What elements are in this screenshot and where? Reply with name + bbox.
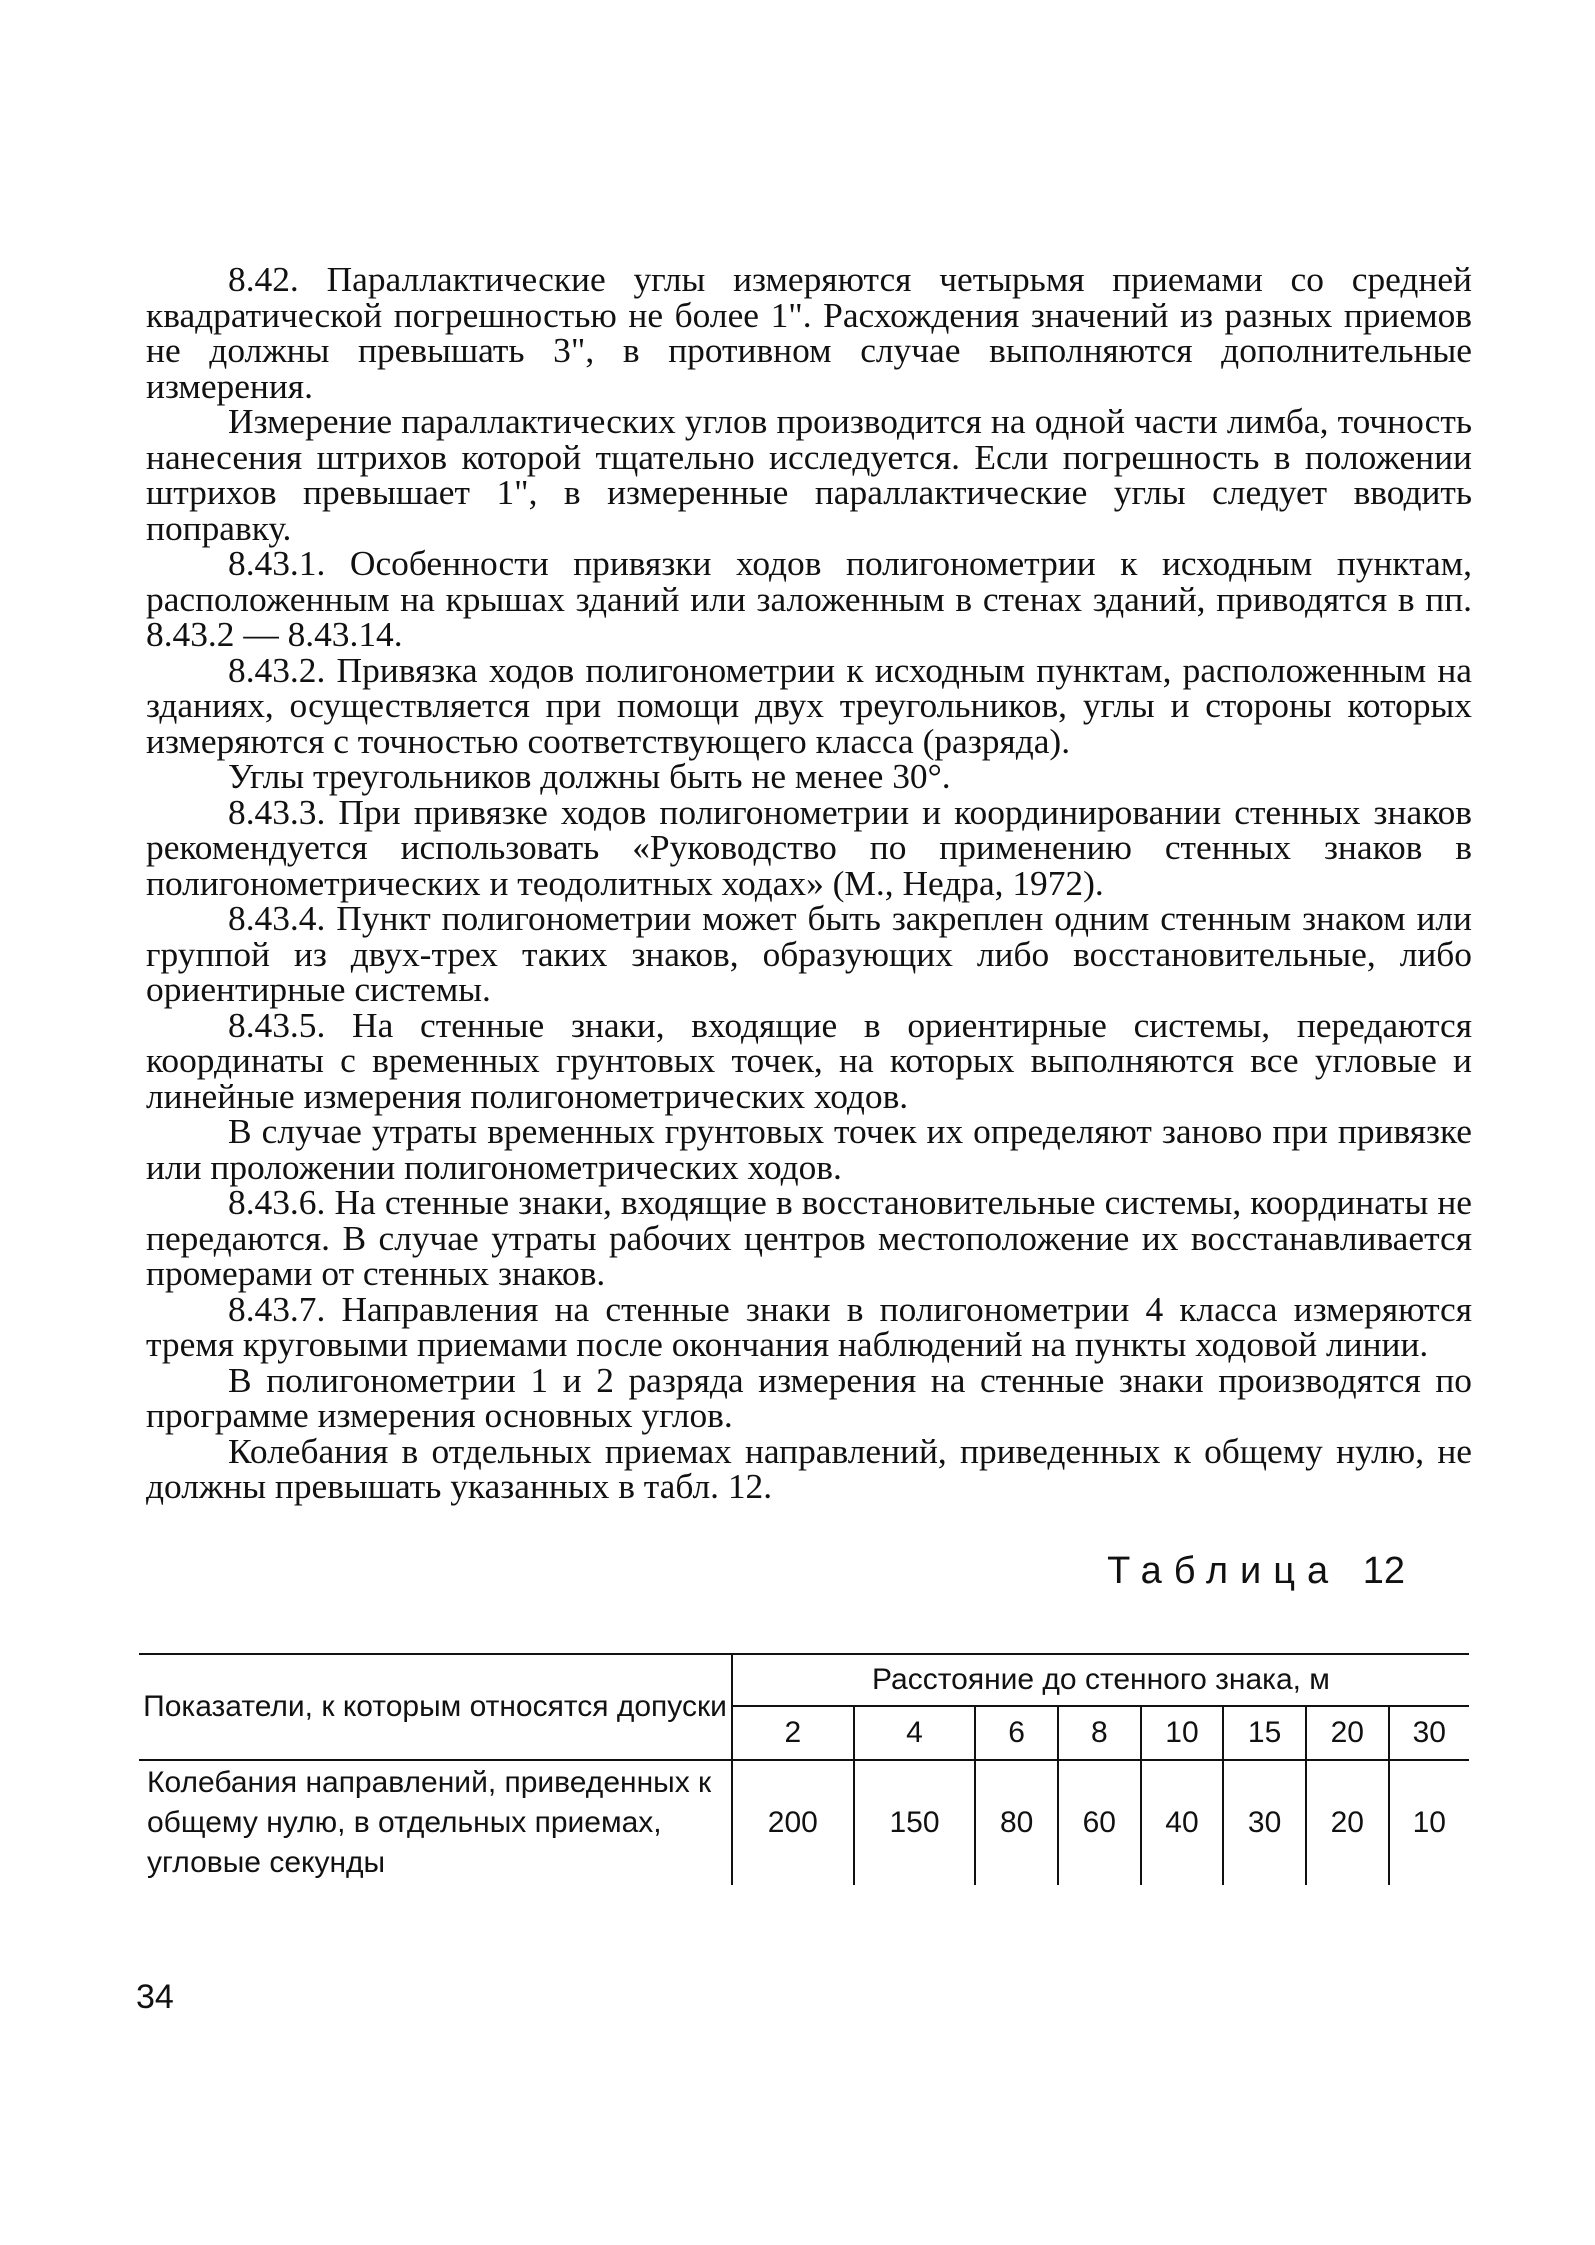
distance-header: 20 — [1306, 1706, 1389, 1760]
table-caption-number: 12 — [1362, 1550, 1405, 1592]
paragraph-8-43-5: 8.43.5. На стенные знаки, входящие в ориентирные системы, передаются координаты с временных грунтовых точек, на которых выполняются все угловые и линейные измерения полигонометрических ходов. — [146, 1004, 1472, 1116]
indicator-header: Показатели, к которым относятся допуски — [139, 1654, 732, 1760]
table-caption — [900, 1550, 1405, 1593]
distance-header: 30 — [1389, 1706, 1469, 1760]
paragraph-8-43-4: 8.43.4. Пункт полигонометрии может быть закреплен одним стенным знаком или группой из двух-трех таких знаков, образующих либо восстановительные, либо ориентирные системы. — [146, 898, 1472, 1009]
table-cell: 10 — [1389, 1760, 1469, 1885]
table-header-row — [139, 1654, 1469, 1706]
distance-group-header: Расстояние до стенного знака, м — [732, 1654, 1469, 1706]
table-row — [139, 1760, 1469, 1885]
table-cell: 150 — [854, 1760, 976, 1885]
tolerance-table — [139, 1653, 1469, 1885]
paragraph-8-43-2: 8.43.2. Привязка ходов полигонометрии к исходным пунктам, расположенным на зданиях, осуществляется при помощи двух треугольников, углы и стороны которых измеряются с точностью соответствующего класса (разряда). — [146, 649, 1472, 761]
distance-header: 10 — [1141, 1706, 1224, 1760]
body-text — [146, 259, 1472, 1506]
distance-header: 8 — [1058, 1706, 1141, 1760]
table-cell: 60 — [1058, 1760, 1141, 1885]
paragraph-8-42: 8.42. Параллактические углы измеряются четырьмя приемами со средней квадратической погрешностью не более 1". Расхождения значений из разных приемов не должны превышать 3", в противном случае выполняются дополнительные измерения. — [146, 259, 1472, 406]
table-cell: 80 — [975, 1760, 1058, 1885]
table-cell: 30 — [1223, 1760, 1306, 1885]
paragraph-ground-points-loss: В случае утраты временных грунтовых точек их определяют заново при привязке или проложении полигонометрических ходов. — [146, 1111, 1472, 1187]
table-cell: 200 — [732, 1760, 854, 1885]
distance-header: 15 — [1223, 1706, 1306, 1760]
paragraph-8-43-7: 8.43.7. Направления на стенные знаки в полигонометрии 4 класса измеряются тремя круговыми приемами после окончания наблюдений на пункты ходовой линии. — [146, 1288, 1472, 1364]
distance-header: 4 — [854, 1706, 976, 1760]
paragraph-triangle-angles: Углы треугольников должны быть не менее 30°. — [228, 756, 951, 796]
paragraph-8-43-3: 8.43.3. При привязке ходов полигонометрии и координировании стенных знаков рекомендуется использовать «Руководство по применению стенных знаков в полигонометрических и теодолитных ходах» (М., Недра, 1972). — [146, 791, 1472, 903]
row-label: Колебания направлений, приведенных к общему нулю, в отдельных приемах, угловые секунды — [147, 1766, 712, 1879]
paragraph-8-43-1: 8.43.1. Особенности привязки ходов полигонометрии к исходным пунктам, расположенным на крышах зданий или заложенным в стенах зданий, приводятся в пп. 8.43.2 — 8.43.14. — [146, 543, 1472, 654]
table-caption-word: Таблица — [1107, 1550, 1341, 1592]
paragraph-8-43-6: 8.43.6. На стенные знаки, входящие в восстановительные системы, координаты не передаются. В случае утраты рабочих центров местоположение их восстанавливается промерами от стенных знаков. — [146, 1182, 1472, 1293]
table-cell: 40 — [1141, 1760, 1224, 1885]
paragraph-table-reference: Колебания в отдельных приемах направлений, приведенных к общему нулю, не должны превышать указанных в табл. 12. — [146, 1430, 1472, 1506]
table-cell: 20 — [1306, 1760, 1389, 1885]
paragraph-parallax-limb: Измерение параллактических углов производится на одной части лимба, точность нанесения штрихов которой тщательно исследуется. Если погрешность в положении штрихов превышает 1", в измеренные параллактические углы следует вводить поправку. — [146, 401, 1472, 548]
page-number: 34 — [136, 1978, 174, 2016]
paragraph-rank-1-2: В полигонометрии 1 и 2 разряда измерения на стенные знаки производятся по программе измерения основных углов. — [146, 1359, 1472, 1435]
distance-header: 2 — [732, 1706, 854, 1760]
distance-header: 6 — [975, 1706, 1058, 1760]
